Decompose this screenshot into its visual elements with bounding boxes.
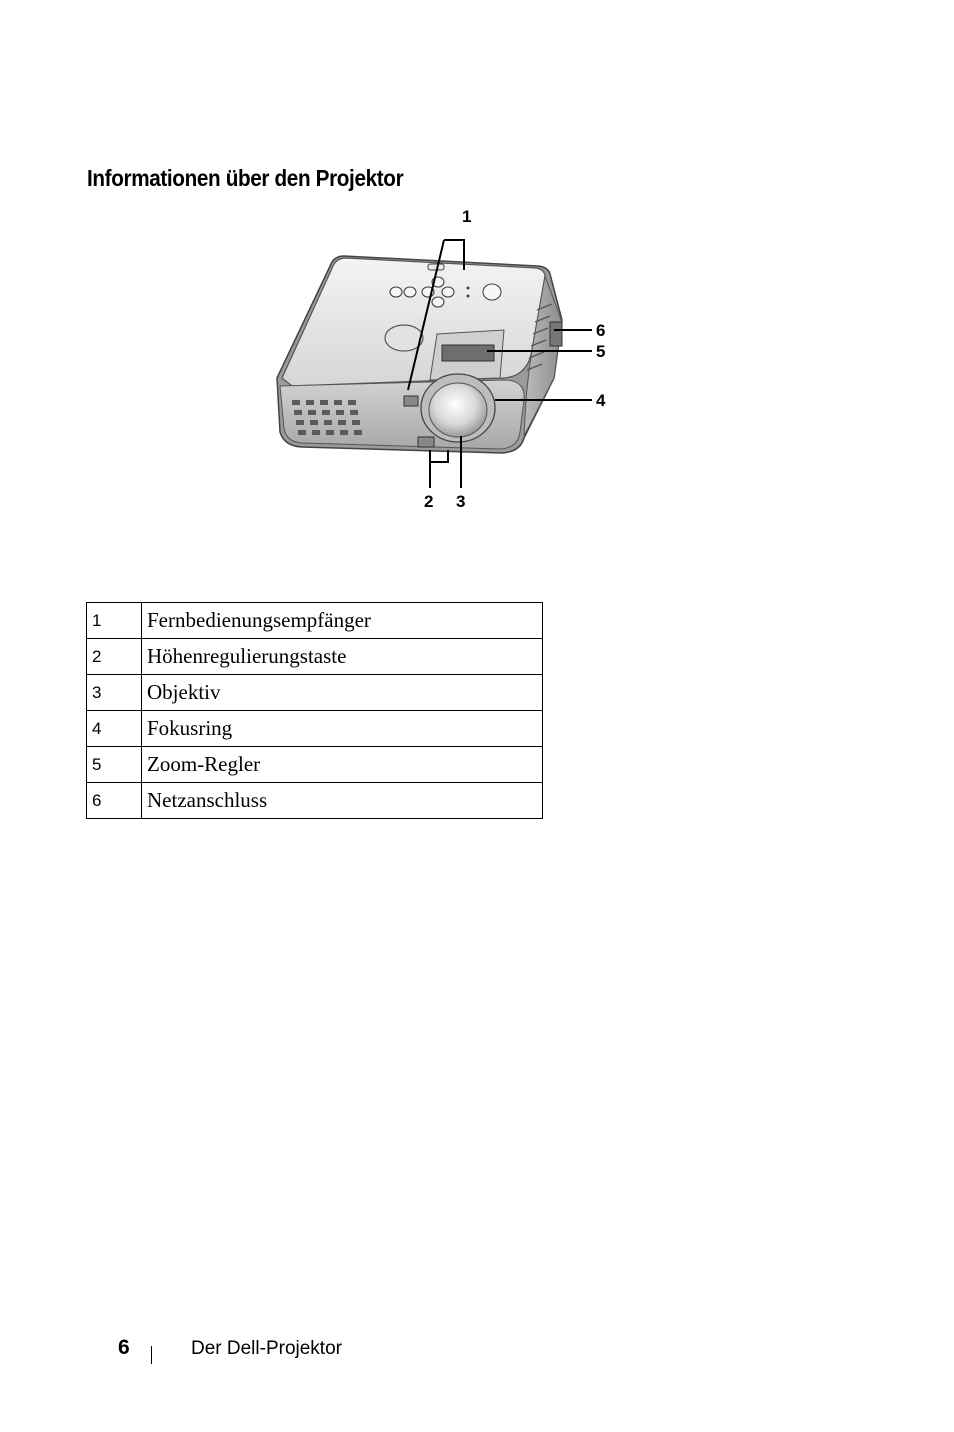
projector-illustration [232,200,652,520]
legend-label: Zoom-Regler [142,747,543,783]
projector-figure [232,200,652,520]
legend-number: 6 [87,783,142,819]
table-row [87,603,543,639]
callout-6: 6 [596,321,606,340]
table-row [87,747,543,783]
legend-number: 5 [87,747,142,783]
legend-number: 2 [87,639,142,675]
legend-label: Fokusring [142,711,543,747]
legend-label: Höhenregulierungstaste [142,639,543,675]
table-row [87,783,543,819]
legend-number: 3 [87,675,142,711]
footer-divider [151,1346,152,1364]
parts-legend-table [86,602,543,819]
page-number: 6 [118,1336,130,1359]
legend-number: 4 [87,711,142,747]
table-row [87,639,543,675]
section-heading: Informationen über den Projektor [87,165,404,191]
table-row [87,675,543,711]
footer-title: Der Dell-Projektor [191,1338,342,1359]
callout-2: 2 [424,492,434,511]
legend-number: 1 [87,603,142,639]
legend-label: Objektiv [142,675,543,711]
callout-5: 5 [596,342,606,361]
legend-label: Fernbedienungsempfänger [142,603,543,639]
callout-1: 1 [462,207,472,226]
legend-label: Netzanschluss [142,783,543,819]
callout-4: 4 [596,391,606,410]
callout-3: 3 [456,492,466,511]
table-row [87,711,543,747]
